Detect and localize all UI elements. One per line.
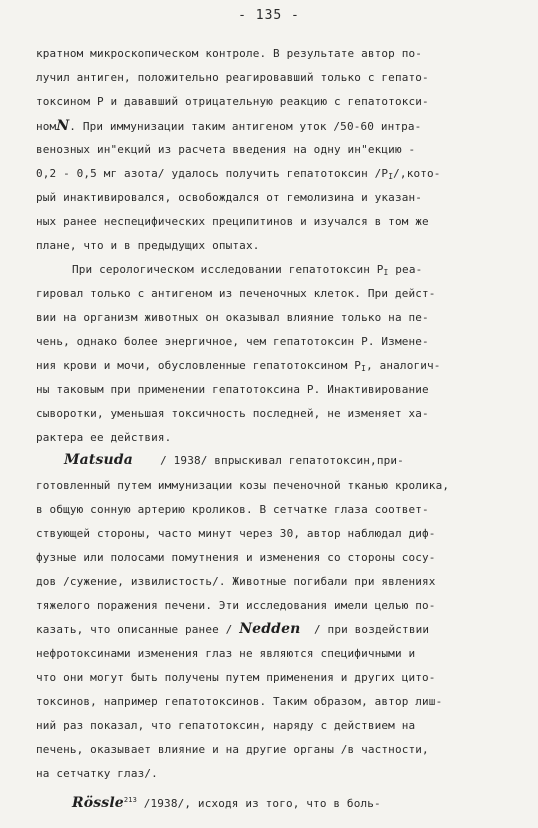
text-line: лучил антиген, положительно реагировавший только с гепато- bbox=[36, 71, 429, 84]
page-number: - 135 - bbox=[238, 8, 300, 23]
text-line: на сетчатку глаз/. bbox=[36, 767, 158, 780]
handwritten-name: N bbox=[56, 118, 70, 134]
text-line: ствующей стороны, часто минут через 30, автор наблюдал диф- bbox=[36, 527, 436, 540]
text-line: что они могут быть получены путем применения и других цито- bbox=[36, 671, 436, 684]
handwritten-name: Matsuda bbox=[64, 452, 134, 468]
text-line: нефротоксинами изменения глаз не являются специфичными и bbox=[36, 647, 416, 660]
text-line: дов /сужение, извилистость/. Животные погибали при явлениях bbox=[36, 575, 436, 588]
text-line: венозных ин"екций из расчета введения на одну ин"екцию - bbox=[36, 143, 416, 156]
text-line: фузные или полосами помутнения и изменения со стороны сосу- bbox=[36, 551, 436, 564]
text-line: печень, оказывает влияние и на другие органы /в частности, bbox=[36, 743, 429, 756]
text-line: ны таковым при применении гепатотоксина Р. Инактивирование bbox=[36, 383, 429, 396]
text-line: тяжелого поражения печени. Эти исследования имели целью по- bbox=[36, 599, 436, 612]
paragraph-first-line: При серологическом исследовании гепатотоксин $P_I$ реа- bbox=[72, 263, 423, 277]
text-line: гировал только с антигеном из печеночных клеток. При дейст- bbox=[36, 287, 436, 300]
handwritten-name: Nedden bbox=[239, 621, 301, 637]
text-line: токсинов, например гепатотоксинов. Таким образом, автор лиш- bbox=[36, 695, 443, 708]
text-line: ний раз показал, что гепатотоксин, наряду с действием на bbox=[36, 719, 416, 732]
text-line: сыворотки, уменьшая токсичность последней, не изменяет ха- bbox=[36, 407, 429, 420]
text-line: токсином Р и дававший отрицательную реакцию с гепатотокси- bbox=[36, 95, 429, 108]
text-line: в общую сонную артерию кроликов. В сетчатке глаза соответ- bbox=[36, 503, 429, 516]
handwritten-name: Rössle bbox=[72, 795, 124, 811]
paragraph-first-line: Rössle$^{213}$ /1938/, исходя из того, что в боль- bbox=[72, 795, 381, 811]
text-line: 0,2 - 0,5 мг азота/ удалось получить гепатотоксин $/P_I/,кото-$ bbox=[36, 167, 441, 181]
text-line: номN. При иммунизации таким антигеном уток /50-60 интра- bbox=[36, 118, 422, 134]
text-line: ния крови и мочи, обусловленные гепатотоксином $P_I$, аналогич- bbox=[36, 359, 441, 373]
text-line: готовленный путем иммунизации козы печеночной тканью кролика, bbox=[36, 479, 450, 492]
text-line: вии на организм животных он оказывал влияние только на пе- bbox=[36, 311, 429, 324]
text-line: рактера ее действия. bbox=[36, 431, 172, 444]
text-line: чень, однако более энергичное, чем гепатотоксин Р. Измене- bbox=[36, 335, 429, 348]
text-line: ных ранее неспецифических преципитинов и изучался в том же bbox=[36, 215, 429, 228]
text-line: казать, что описанные ранее / Nedden / при воздействии bbox=[36, 621, 430, 637]
paragraph-first-line: Matsuda / 1938/ впрыскивал гепатотоксин,при- bbox=[64, 452, 404, 468]
text-line: кратном микроскопическом контроле. В результате автор по- bbox=[36, 47, 423, 60]
text-line: плане, что и в предыдущих опытах. bbox=[36, 239, 260, 252]
text-line: рый инактивировался, освобождался от гемолизина и указан- bbox=[36, 191, 423, 204]
